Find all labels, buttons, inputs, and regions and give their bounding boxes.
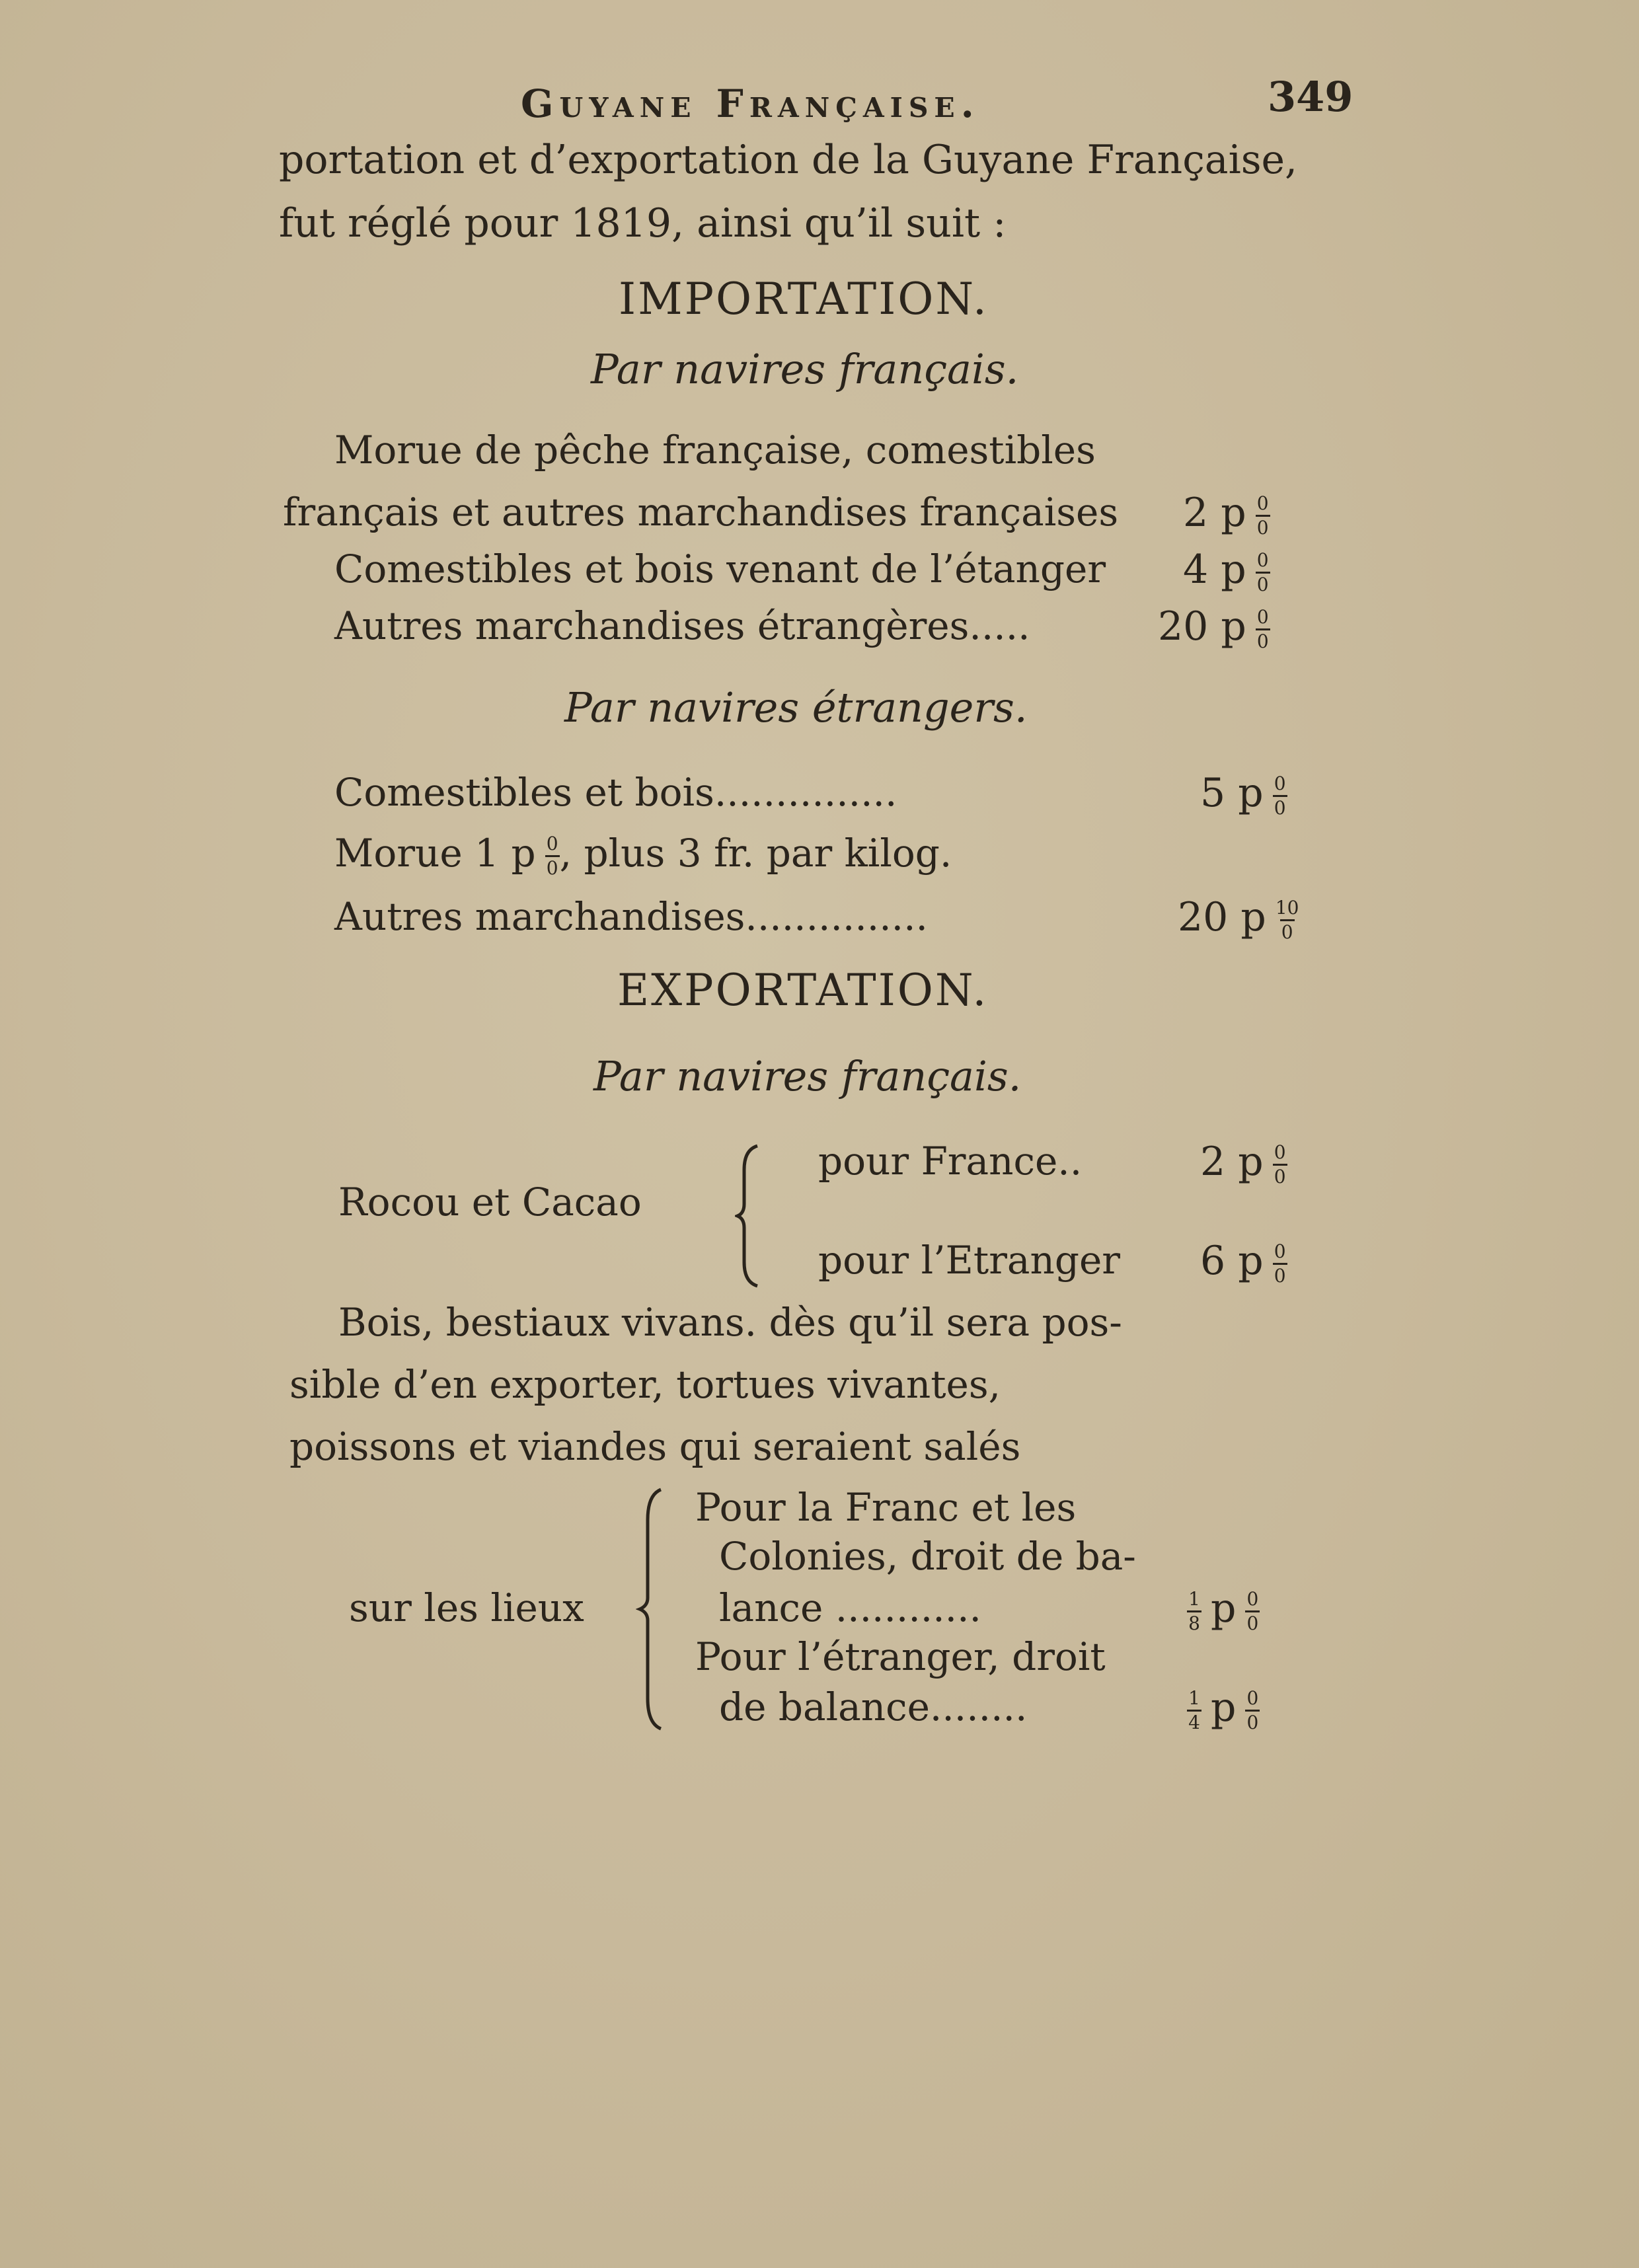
bois-line-2: sible d’en exporter, tortues vivantes, bbox=[289, 1362, 1001, 1407]
lieux-line-5: de balance........ bbox=[719, 1684, 1028, 1729]
rate-rocou-france: 2 p $\frac{0}{0}$ bbox=[1200, 1142, 1287, 1186]
percent-sign: $\frac{0}{0}$ bbox=[1256, 551, 1270, 594]
rate-import-fr-2: 2 p $\frac{0}{0}$ bbox=[1183, 493, 1270, 537]
fraction-quarter: $\frac{1}{4}$ bbox=[1187, 1689, 1201, 1732]
exportation-heading: EXPORTATION. bbox=[617, 965, 989, 1016]
rate-lieux-etranger: $\frac{1}{4}$ p $\frac{0}{0}$ bbox=[1187, 1688, 1260, 1732]
percent-sign: $\frac{0}{0}$ bbox=[1256, 608, 1270, 651]
rocou-pour-etranger: pour l’Etranger bbox=[818, 1238, 1121, 1283]
percent-sign: $\frac{0}{0}$ bbox=[1273, 1143, 1287, 1186]
bois-line-3: poissons et viandes qui seraient salés bbox=[289, 1424, 1021, 1469]
lieux-line-1: Pour la Franc et les bbox=[695, 1485, 1077, 1530]
import-fr-line-4: Autres marchandises étrangères..... bbox=[334, 603, 1030, 648]
bois-line-1: Bois, bestiaux vivans. dès qu’il sera pos- bbox=[338, 1300, 1122, 1345]
import-et-line-2: Morue 1 p $\frac{0}{0}$ , plus 3 fr. par kilog. bbox=[334, 831, 952, 880]
importation-foreign-subheading: Par navires étrangers. bbox=[564, 683, 1028, 732]
lieux-line-2: Colonies, droit de ba- bbox=[719, 1534, 1136, 1579]
page-number: 349 bbox=[1268, 73, 1353, 121]
lieux-label: sur les lieux bbox=[349, 1585, 584, 1630]
intro-line-2: fut réglé pour 1819, ainsi qu’il suit : bbox=[279, 200, 1007, 246]
rate-import-fr-3: 4 p $\frac{0}{0}$ bbox=[1183, 550, 1270, 594]
percent-sign: $\frac{0}{0}$ bbox=[1245, 1590, 1260, 1633]
import-fr-line-2: français et autres marchandises françaises bbox=[283, 490, 1119, 535]
exportation-french-subheading: Par navires français. bbox=[593, 1052, 1022, 1100]
import-et-line-3: Autres marchandises............... bbox=[334, 894, 928, 939]
rate-import-et-3: 20 p $\frac{10}{0}$ bbox=[1178, 894, 1299, 943]
rocou-pour-france: pour France.. bbox=[818, 1139, 1083, 1184]
rate-import-et-1: 5 p $\frac{0}{0}$ bbox=[1200, 773, 1287, 817]
running-header: Guyane Française. bbox=[521, 81, 980, 126]
import-fr-line-1: Morue de pêche française, comestibles bbox=[334, 428, 1096, 472]
rocou-brace bbox=[735, 1143, 761, 1289]
importation-heading: IMPORTATION. bbox=[619, 274, 989, 324]
percent-sign: $\frac{0}{0}$ bbox=[1273, 775, 1287, 817]
percent-sign: $\frac{0}{0}$ bbox=[1273, 1242, 1287, 1285]
rate-rocou-etranger: 6 p $\frac{0}{0}$ bbox=[1200, 1241, 1287, 1285]
importation-french-subheading: Par navires français. bbox=[591, 345, 1019, 393]
rate-import-fr-4: 20 p $\frac{0}{0}$ bbox=[1158, 607, 1270, 651]
percent-sign: $\frac{0}{0}$ bbox=[1245, 1689, 1260, 1732]
rocou-label: Rocou et Cacao bbox=[338, 1180, 642, 1225]
fraction-eighth: $\frac{1}{8}$ bbox=[1187, 1590, 1201, 1633]
percent-sign: $\frac{0}{0}$ bbox=[545, 835, 560, 878]
lieux-line-4: Pour l’étranger, droit bbox=[695, 1634, 1106, 1679]
lieux-line-3: lance ............ bbox=[719, 1585, 981, 1630]
intro-line-1: portation et d’exportation de la Guyane Française, bbox=[279, 137, 1298, 183]
percent-sign: $\frac{10}{0}$ bbox=[1275, 896, 1299, 943]
rate-lieux-france: $\frac{1}{8}$ p $\frac{0}{0}$ bbox=[1187, 1589, 1260, 1633]
import-et-line-1: Comestibles et bois............... bbox=[334, 770, 897, 815]
lieux-brace bbox=[636, 1487, 665, 1731]
percent-sign: $\frac{0}{0}$ bbox=[1256, 494, 1270, 537]
import-fr-line-3: Comestibles et bois venant de l’étanger bbox=[334, 547, 1106, 591]
